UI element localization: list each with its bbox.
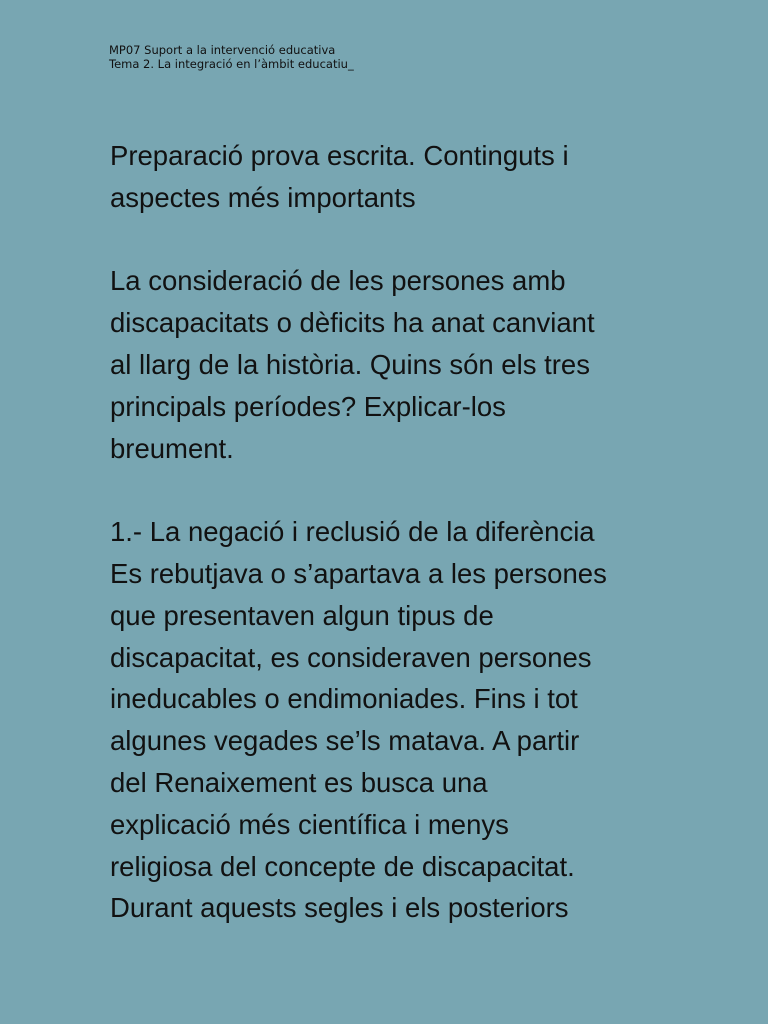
answer-line: algunes vegades se’ls matava. A partir xyxy=(110,725,580,757)
answer-line: explicació més científica i menys xyxy=(110,808,509,840)
topic-title: Tema 2. La integració en l’àmbit educatiu_ xyxy=(109,57,354,71)
answer-heading: 1.- La negació i reclusió de la diferència xyxy=(110,516,595,548)
document-title xyxy=(110,135,750,219)
answer-line: del Renaixement es busca una xyxy=(110,766,488,798)
page-header xyxy=(109,43,354,71)
course-title: MP07 Suport a la intervenció educativa xyxy=(109,43,336,57)
spacer xyxy=(110,219,750,261)
answer-line: religiosa del concepte de discapacitat. xyxy=(110,850,575,882)
answer-line: Durant aquests segles i els posteriors xyxy=(110,892,569,924)
question-line: discapacitats o dèficits ha anat canviant xyxy=(110,307,595,339)
main-text xyxy=(110,135,750,929)
question-line: al llarg de la història. Quins són els tres xyxy=(110,348,590,380)
question-line: La consideració de les persones amb xyxy=(110,265,566,297)
question-paragraph xyxy=(110,260,750,469)
answer-line: Es rebutjava o s’apartava a les persones xyxy=(110,557,607,589)
answer-line: discapacitat, es consideraven persones xyxy=(110,641,592,673)
title-line: aspectes més importants xyxy=(110,181,416,213)
title-line: Preparació prova escrita. Continguts i xyxy=(110,140,569,171)
question-line: principals períodes? Explicar-los xyxy=(110,390,506,422)
spacer xyxy=(110,469,750,511)
answer-line: ineducables o endimoniades. Fins i tot xyxy=(110,683,578,715)
answer-line: que presentaven algun tipus de xyxy=(110,599,494,631)
answer-paragraph xyxy=(110,511,750,929)
question-line: breument. xyxy=(110,432,234,464)
